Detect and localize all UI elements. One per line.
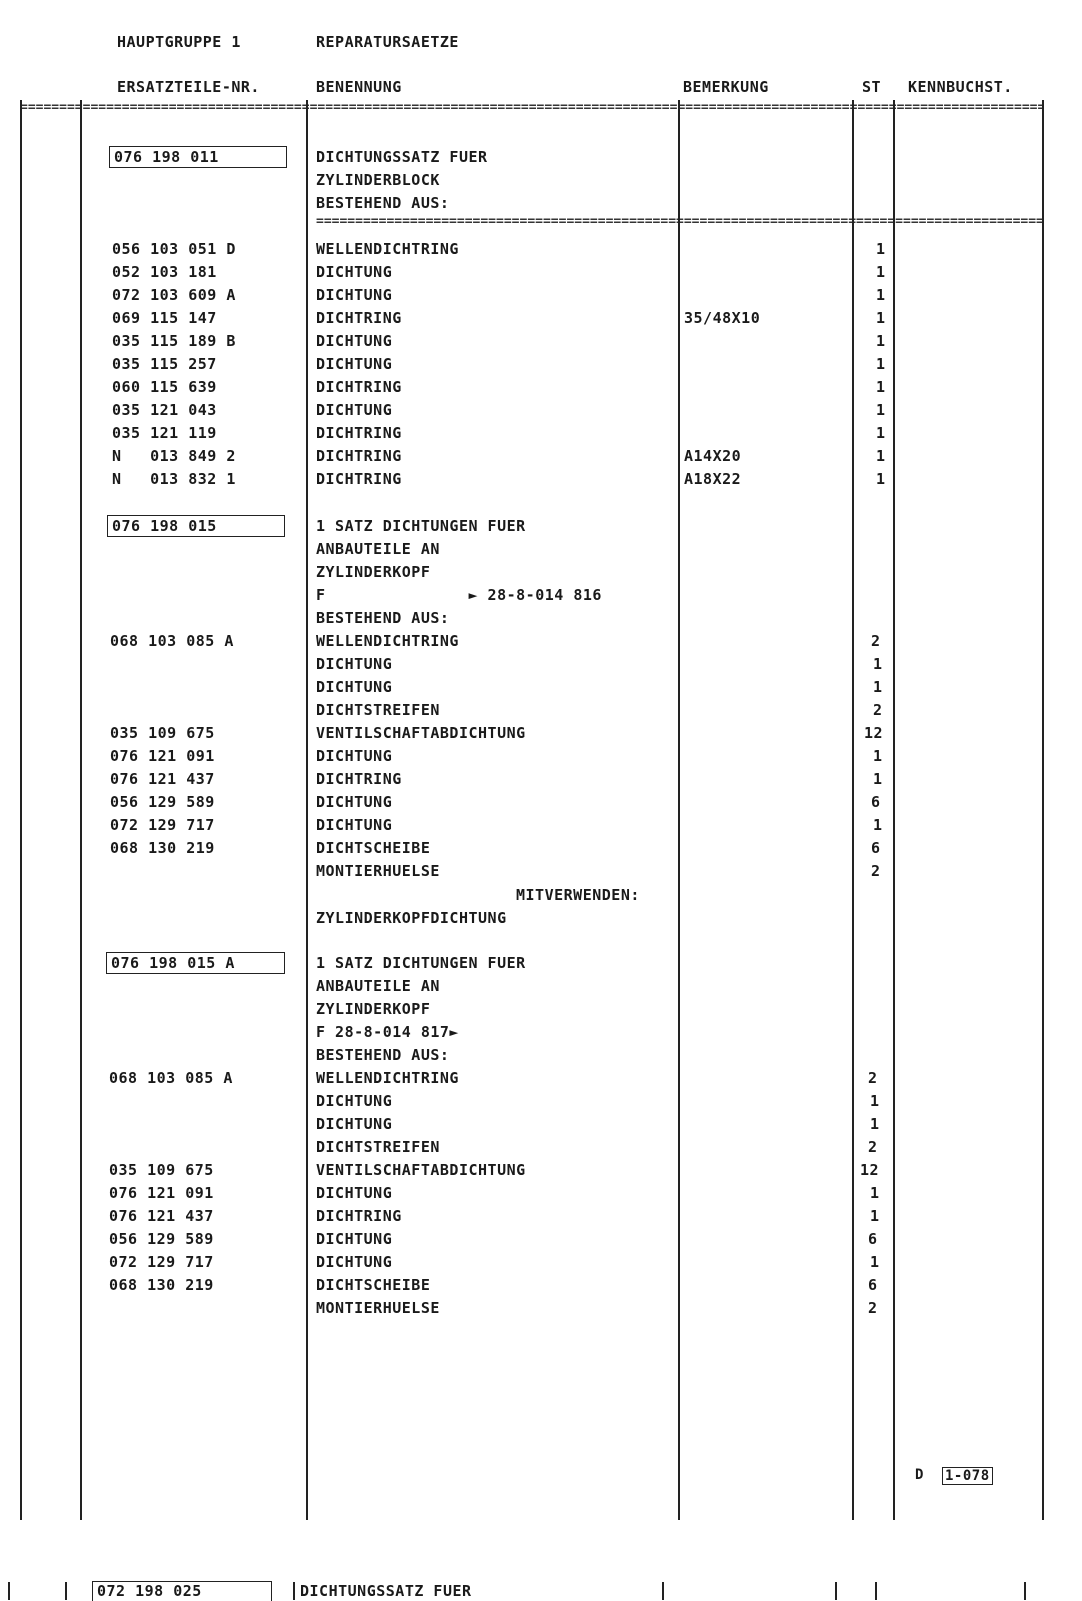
- item-qty: 2: [868, 1069, 878, 1087]
- item-part-number: 076 121 437: [109, 1207, 214, 1225]
- item-name: DICHTUNG: [316, 1253, 393, 1271]
- next-page-divider: [835, 1582, 837, 1600]
- item-name: MONTIERHUELSE: [316, 1299, 440, 1317]
- set-description: 1 SATZ DICHTUNGEN FUER: [316, 954, 526, 972]
- item-part-number: N 013 849 2: [112, 447, 236, 465]
- item-qty: 1: [876, 240, 886, 258]
- column-divider-3: [678, 100, 680, 935]
- table-border-left: [20, 755, 22, 1520]
- group-title: REPARATURSAETZE: [316, 33, 459, 51]
- column-divider-4: [852, 755, 854, 1520]
- item-qty: 1: [876, 378, 886, 396]
- item-part-number: 035 109 675: [110, 724, 215, 742]
- item-qty: 6: [871, 793, 881, 811]
- item-name: DICHTUNG: [316, 747, 393, 765]
- item-name: DICHTUNG: [316, 286, 393, 304]
- item-qty: 1: [876, 263, 886, 281]
- item-qty: 1: [876, 355, 886, 373]
- item-part-number: 056 129 589: [109, 1230, 214, 1248]
- set-description: 1 SATZ DICHTUNGEN FUER: [316, 517, 526, 535]
- item-qty: 1: [870, 1115, 880, 1133]
- item-qty: 6: [868, 1230, 878, 1248]
- item-name: WELLENDICHTRING: [316, 240, 459, 258]
- group-label: HAUPTGRUPPE 1: [117, 33, 241, 51]
- item-part-number: 076 121 091: [110, 747, 215, 765]
- item-part-number: 072 129 717: [109, 1253, 214, 1271]
- set-description: BESTEHEND AUS:: [316, 194, 450, 212]
- item-qty: 6: [871, 839, 881, 857]
- item-name: DICHTSTREIFEN: [316, 701, 440, 719]
- item-name: MONTIERHUELSE: [316, 862, 440, 880]
- item-name: DICHTUNG: [316, 793, 393, 811]
- item-qty: 1: [876, 309, 886, 327]
- set-footer-note: ZYLINDERKOPFDICHTUNG: [316, 909, 507, 927]
- column-divider-5: [893, 100, 895, 755]
- item-remark: A14X20: [684, 447, 742, 465]
- item-name: DICHTRING: [316, 378, 402, 396]
- item-name: DICHTRING: [316, 470, 402, 488]
- item-name: DICHTUNG: [316, 678, 393, 696]
- item-qty: 2: [871, 632, 881, 650]
- item-part-number: 035 109 675: [109, 1161, 214, 1179]
- column-divider-5: [893, 755, 895, 1520]
- item-part-number: 035 115 189 B: [112, 332, 236, 350]
- item-name: DICHTUNG: [316, 332, 393, 350]
- table-border-right: [1042, 100, 1044, 755]
- set-description: ANBAUTEILE AN: [316, 540, 440, 558]
- item-qty: 1: [870, 1092, 880, 1110]
- item-qty: 1: [876, 286, 886, 304]
- item-part-number: 052 103 181: [112, 263, 217, 281]
- column-header-qty: ST: [862, 78, 882, 96]
- next-set-part-number: 072 198 025: [97, 1582, 202, 1600]
- item-qty: 1: [873, 770, 883, 788]
- item-name: VENTILSCHAFTABDICHTUNG: [316, 724, 526, 742]
- item-qty: 1: [876, 470, 886, 488]
- item-remark: 35/48X10: [684, 309, 761, 327]
- item-name: WELLENDICHTRING: [316, 632, 459, 650]
- item-qty: 1: [873, 747, 883, 765]
- set-part-number: 076 198 011: [114, 148, 219, 166]
- item-qty: 2: [868, 1138, 878, 1156]
- item-part-number: 069 115 147: [112, 309, 217, 327]
- set-description: BESTEHEND AUS:: [316, 609, 450, 627]
- item-part-number: 060 115 639: [112, 378, 217, 396]
- column-divider-2: [306, 755, 308, 1520]
- item-qty: 1: [876, 424, 886, 442]
- column-divider-3: [678, 935, 680, 1520]
- item-qty: 1: [876, 332, 886, 350]
- item-name: DICHTRING: [316, 447, 402, 465]
- set-part-number: 076 198 015 A: [111, 954, 235, 972]
- set-description: ZYLINDERBLOCK: [316, 171, 440, 189]
- item-name: DICHTSTREIFEN: [316, 1138, 440, 1156]
- item-part-number: 056 103 051 D: [112, 240, 236, 258]
- set-description: F 28-8-014 817►: [316, 1023, 459, 1041]
- item-part-number: 072 129 717: [110, 816, 215, 834]
- item-qty: 1: [870, 1253, 880, 1271]
- item-qty: 12: [864, 724, 884, 742]
- column-divider-2: [306, 100, 308, 755]
- item-part-number: 076 121 091: [109, 1184, 214, 1202]
- item-part-number: 035 121 119: [112, 424, 217, 442]
- set-description: ANBAUTEILE AN: [316, 977, 440, 995]
- next-page-divider: [293, 1582, 295, 1600]
- page-reference: 1-078: [942, 1467, 993, 1485]
- next-page-divider: [65, 1582, 67, 1600]
- item-name: VENTILSCHAFTABDICHTUNG: [316, 1161, 526, 1179]
- set-description: ZYLINDERKOPF: [316, 563, 431, 581]
- column-divider-4: [852, 100, 854, 755]
- item-qty: 2: [868, 1299, 878, 1317]
- set-description: DICHTUNGSSATZ FUER: [316, 148, 488, 166]
- item-qty: 2: [871, 862, 881, 880]
- item-qty: 1: [870, 1207, 880, 1225]
- item-qty: 1: [876, 401, 886, 419]
- item-part-number: 068 103 085 A: [109, 1069, 233, 1087]
- item-name: DICHTUNG: [316, 1184, 393, 1202]
- set-footer-note: MITVERWENDEN:: [516, 886, 640, 904]
- item-part-number: N 013 832 1: [112, 470, 236, 488]
- item-name: DICHTSCHEIBE: [316, 1276, 431, 1294]
- item-name: DICHTRING: [316, 770, 402, 788]
- header-rule: [20, 103, 1042, 115]
- item-name: DICHTUNG: [316, 263, 393, 281]
- column-divider-1: [80, 755, 82, 1520]
- item-name: DICHTSCHEIBE: [316, 839, 431, 857]
- item-name: DICHTRING: [316, 309, 402, 327]
- next-set-description: DICHTUNGSSATZ FUER: [300, 1582, 472, 1600]
- item-name: DICHTUNG: [316, 1230, 393, 1248]
- set-description: BESTEHEND AUS:: [316, 1046, 450, 1064]
- set-description: ZYLINDERKOPF: [316, 1000, 431, 1018]
- item-part-number: 056 129 589: [110, 793, 215, 811]
- item-name: DICHTUNG: [316, 401, 393, 419]
- item-name: DICHTUNG: [316, 355, 393, 373]
- item-name: DICHTUNG: [316, 1092, 393, 1110]
- item-part-number: 068 103 085 A: [110, 632, 234, 650]
- column-header-part-no: ERSATZTEILE-NR.: [117, 78, 260, 96]
- column-header-code: KENNBUCHST.: [908, 78, 1013, 96]
- item-part-number: 076 121 437: [110, 770, 215, 788]
- next-page-divider: [1024, 1582, 1026, 1600]
- set-part-number: 076 198 015: [112, 517, 217, 535]
- column-divider-1: [80, 100, 82, 755]
- item-name: DICHTRING: [316, 1207, 402, 1225]
- item-remark: A18X22: [684, 470, 742, 488]
- item-name: WELLENDICHTRING: [316, 1069, 459, 1087]
- column-header-name: BENENNUNG: [316, 78, 402, 96]
- item-qty: 1: [873, 655, 883, 673]
- item-name: DICHTUNG: [316, 1115, 393, 1133]
- item-qty: 2: [873, 701, 883, 719]
- next-page-divider: [662, 1582, 664, 1600]
- page-mark: D: [915, 1467, 924, 1483]
- set-description: F ► 28-8-014 816: [316, 586, 602, 604]
- item-qty: 1: [873, 678, 883, 696]
- item-part-number: 072 103 609 A: [112, 286, 236, 304]
- item-part-number: 068 130 219: [110, 839, 215, 857]
- item-part-number: 068 130 219: [109, 1276, 214, 1294]
- column-header-remark: BEMERKUNG: [683, 78, 769, 96]
- next-page-divider: [8, 1582, 10, 1600]
- item-name: DICHTUNG: [316, 655, 393, 673]
- item-part-number: 035 115 257: [112, 355, 217, 373]
- item-part-number: 035 121 043: [112, 401, 217, 419]
- table-border-left: [20, 100, 22, 755]
- next-page-divider: [875, 1582, 877, 1600]
- item-qty: 1: [870, 1184, 880, 1202]
- item-qty: 1: [876, 447, 886, 465]
- table-border-right: [1042, 755, 1044, 1520]
- item-qty: 6: [868, 1276, 878, 1294]
- item-name: DICHTRING: [316, 424, 402, 442]
- item-qty: 12: [860, 1161, 880, 1179]
- item-qty: 1: [873, 816, 883, 834]
- item-name: DICHTUNG: [316, 816, 393, 834]
